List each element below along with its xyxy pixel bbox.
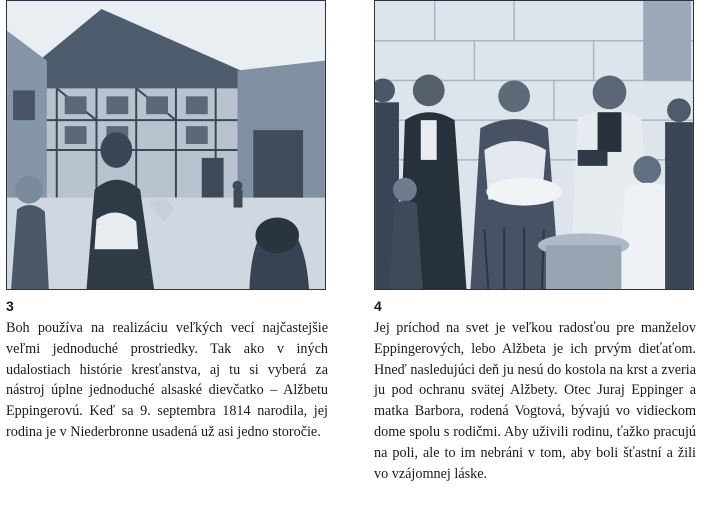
village-courtyard-illustration [6,0,326,290]
panel-number: 4 [374,298,382,314]
village-courtyard-icon [7,1,325,289]
panel-4 [374,0,696,484]
panel-text: Jej príchod na svet je veľkou radosťou pre manželov Eppingerových, lebo Alžbeta je ich prvým dieťaťom. Hneď nasledujúci deň ju nesú do kostola na krst a zveria ju pod ochranu svätej Alžbety. Otec Juraj Eppinger a matka Barbora, rodená Vogtová, bývajú vo vidieckom dome spolu s rodičmi. Aby uživili rodinu, ťažko pracujú na poli, ale to im nebráni v tom, aby boli šťastní a žili vo vzájomnej láske. [374,320,696,482]
panel-3 [6,0,328,443]
baptism-scene-illustration [374,0,694,290]
baptism-scene-icon [375,1,693,289]
panel-text: Boh používa na realizáciu veľkých vecí najčastejšie veľmi jednoduché prostriedky. Tak ako v iných udalostiach histórie kresťanstva, aj tu si vyberá za nástroj úplne jednoduché alsaské dievčatko – Alžbetu Eppingerovú. Keď sa 9. septembra 1814 narodila, jej rodina je v Niederbronne usadená už asi jedno storočie. [6,320,328,440]
panel-number: 3 [6,298,14,314]
